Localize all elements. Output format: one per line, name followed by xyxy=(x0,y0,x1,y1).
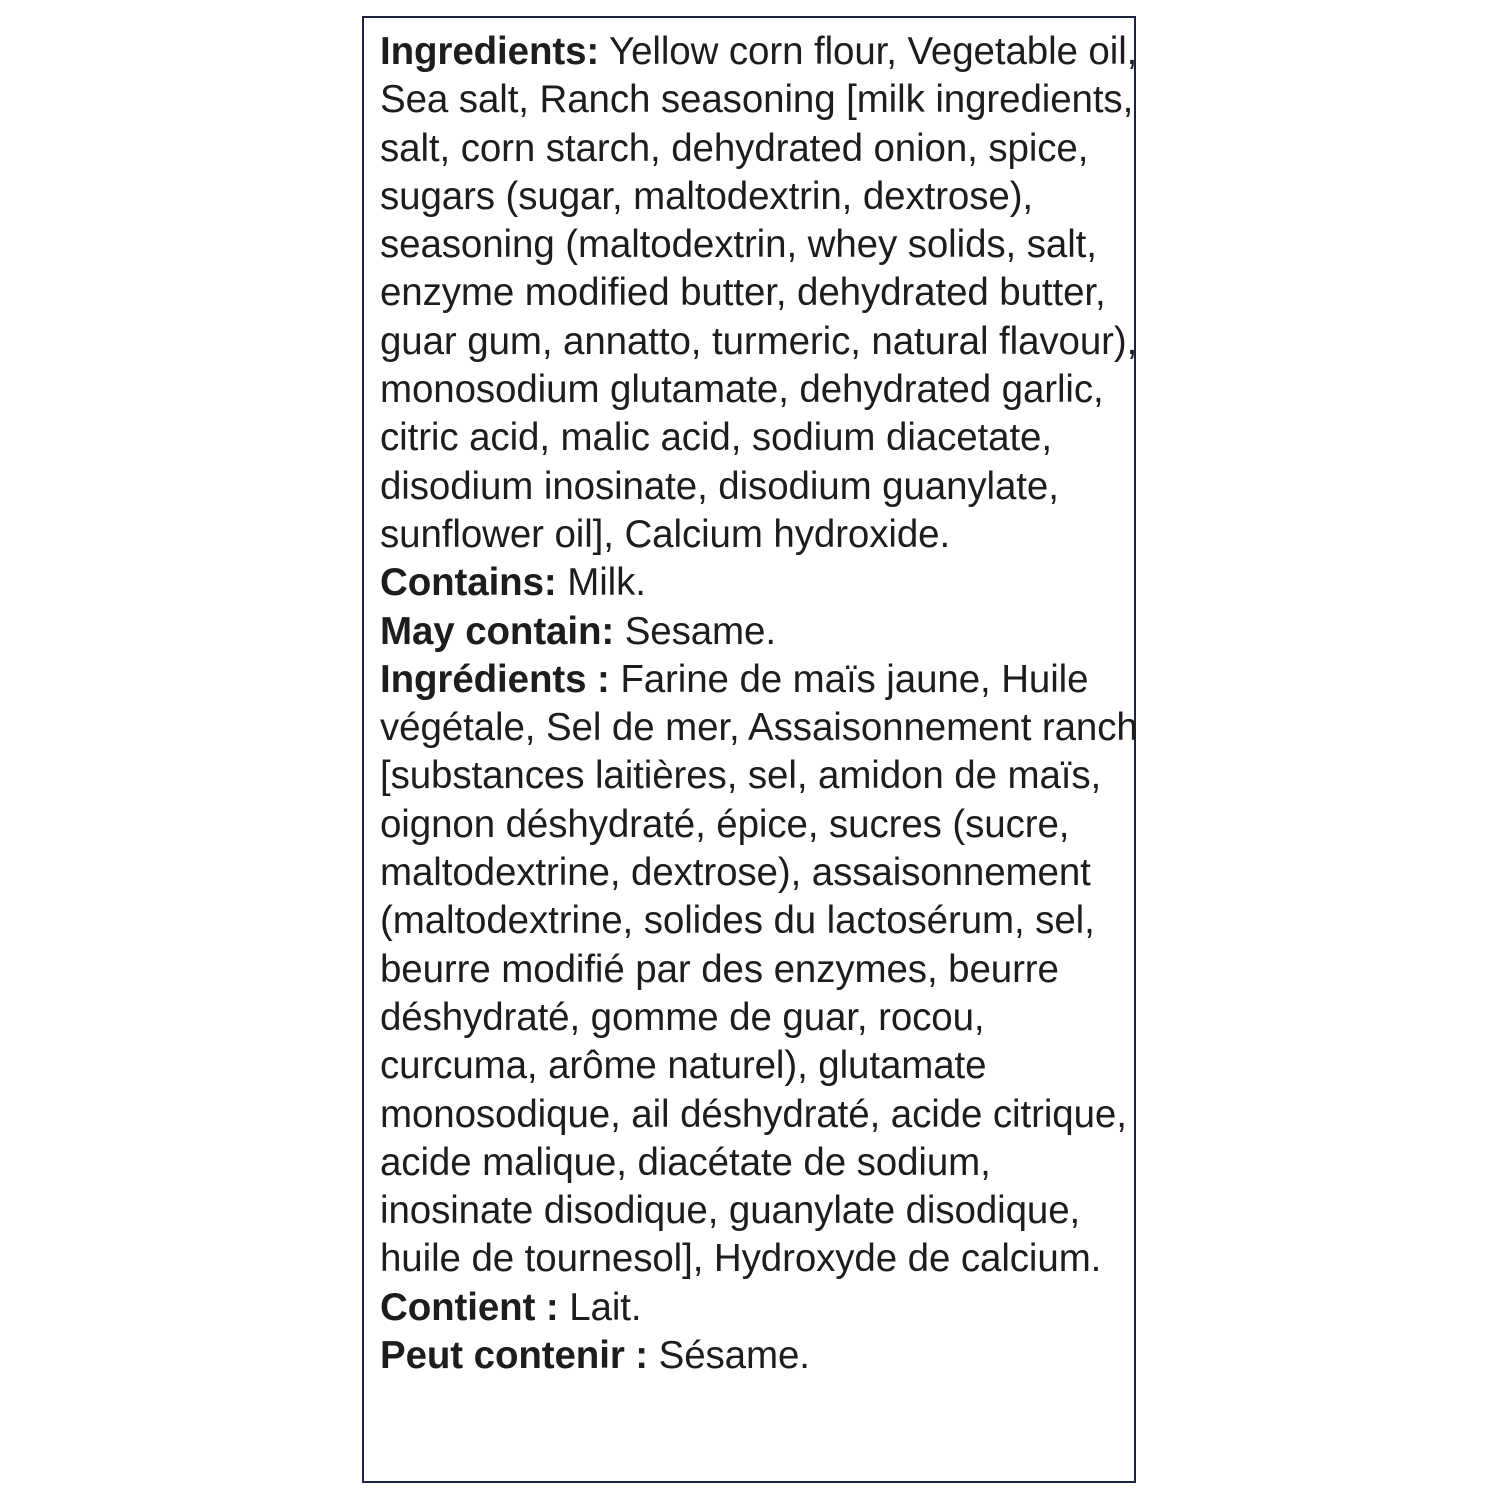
french-ingredients xyxy=(380,656,1140,1284)
french-ingredients-list: Farine de maïs jaune, Huile végétale, Sel de mer, Assaisonnement ranch [substances laitières, sel, amidon de maïs, oignon déshydraté, épice, sucres (sucre, maltodextrine, dextrose), assaisonnement (maltodextrine, solides du lactosérum, sel, beurre modifié par des enzymes, beurre déshydraté, gomme de guar, rocou, curcuma, arôme naturel), glutamate monosodique, ail déshydraté, acide citrique, acide malique, diacétate de sodium, inosinate disodique, guanylate disodique, huile de tournesol], Hydroxyde de calcium. xyxy=(380,657,1138,1281)
english-may-contain-heading: May contain: xyxy=(380,609,615,653)
ingredient-label-text xyxy=(380,28,1140,1380)
english-contains-value: Milk. xyxy=(556,561,646,605)
french-may-contain-value: Sésame. xyxy=(648,1334,810,1378)
french-contains-value: Lait. xyxy=(558,1285,642,1329)
english-contains-heading: Contains: xyxy=(380,561,557,605)
english-ingredients-list: Yellow corn flour, Vegetable oil, Sea salt, Ranch seasoning [milk ingredients, salt, corn starch, dehydrated onion, spice, sugars (sugar, maltodextrin, dextrose), seasoning (maltodextrin, whey solids, salt, enzyme modified butter, dehydrated butter, guar gum, annatto, turmeric, natural flavour), monosodium glutamate, dehydrated garlic, citric acid, malic acid, sodium diacetate, disodium inosinate, disodium guanylate, sunflower oil], Calcium hydroxide. xyxy=(380,30,1138,556)
english-ingredients xyxy=(380,28,1140,559)
french-contains xyxy=(380,1284,1140,1332)
french-may-contain xyxy=(380,1332,1140,1380)
ingredient-label-panel xyxy=(362,16,1136,1483)
english-contains xyxy=(380,559,1140,607)
english-may-contain xyxy=(380,608,1140,656)
english-may-contain-value: Sesame. xyxy=(614,609,776,653)
french-ingredients-heading: Ingrédients : xyxy=(380,657,610,701)
french-contains-heading: Contient : xyxy=(380,1285,559,1329)
english-ingredients-heading: Ingredients: xyxy=(380,30,600,73)
french-may-contain-heading: Peut contenir : xyxy=(380,1334,649,1378)
